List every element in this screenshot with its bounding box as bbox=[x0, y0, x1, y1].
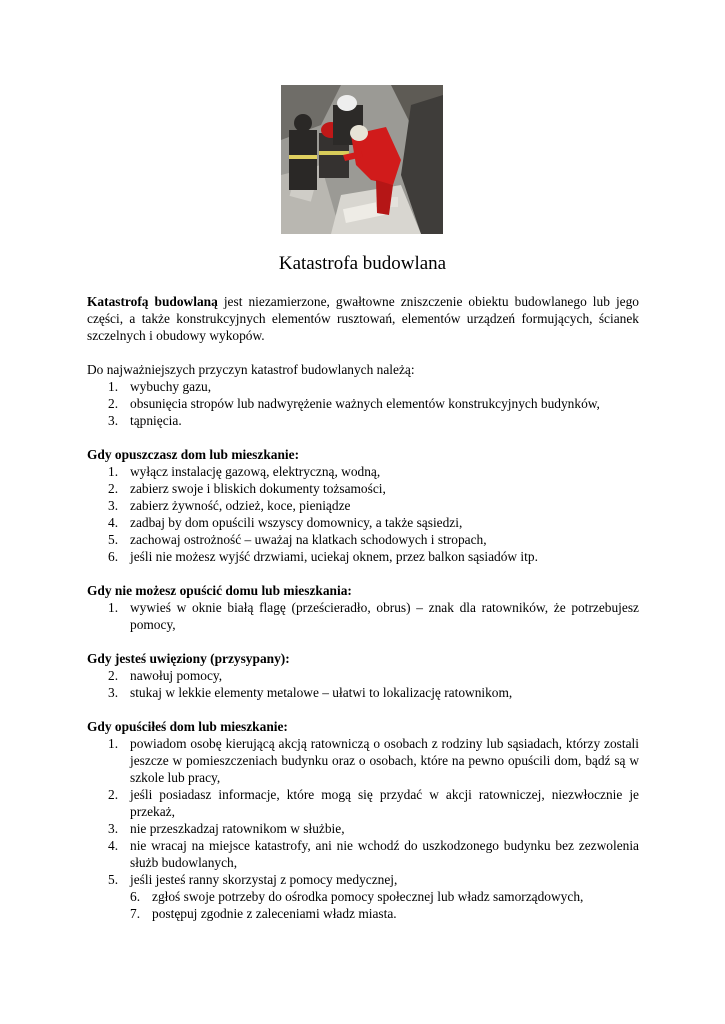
section-heading: Gdy opuściłeś dom lub mieszkanie: bbox=[87, 719, 288, 734]
list-item: 4. zadbaj by dom opuścili wszyscy domownicy, a także sąsiedzi, bbox=[108, 515, 463, 530]
list-item: 3. tąpnięcia. bbox=[108, 413, 182, 428]
section-heading: Gdy opuszczasz dom lub mieszkanie: bbox=[87, 447, 300, 462]
list-item: 5. zachowaj ostrożność – uważaj na klatkach schodowych i stropach, bbox=[108, 532, 487, 547]
section-heading: Gdy jesteś uwięziony (przysypany): bbox=[87, 651, 290, 666]
leaving-list bbox=[87, 463, 639, 565]
list-item: 3. zabierz żywność, odzież, koce, pieniądze bbox=[108, 498, 351, 513]
definition-text: jest niezamierzone, gwałtowne zniszczenie obiektu budowlanego lub jego części, a także konstrukcyjnych elementów rusztowań, elementów urządzeń formujących, ścianek szczelnych i obudowy wykopów. bbox=[87, 294, 640, 343]
causes-intro: Do najważniejszych przyczyn katastrof budowlanych należą: bbox=[87, 362, 415, 377]
definition-term: Katastrofą budowlaną bbox=[87, 294, 218, 309]
document-body bbox=[87, 293, 639, 922]
list-item: 1. wyłącz instalację gazową, elektryczną, wodną, bbox=[108, 464, 381, 479]
rescue-photo-icon bbox=[281, 85, 443, 234]
trapped-list bbox=[87, 667, 639, 701]
list-item: 1. wywieś w oknie białą flagę (prześcieradło, obrus) – znak dla ratowników, że potrzebujesz pomocy, bbox=[108, 600, 639, 632]
list-item: 2. obsunięcia stropów lub nadwyrężenie ważnych elementów konstrukcyjnych budynków, bbox=[108, 396, 600, 411]
list-item: 4. nie wracaj na miejsce katastrofy, ani nie wchodź do uszkodzonego budynku bez zezwolenia służb budowlanych, bbox=[108, 838, 639, 870]
section-heading: Gdy nie możesz opuścić domu lub mieszkania: bbox=[87, 583, 352, 598]
list-item: 3. nie przeszkadzaj ratownikom w służbie, bbox=[108, 821, 345, 836]
page-title: Katastrofa budowlana bbox=[278, 253, 447, 274]
definition-paragraph bbox=[87, 293, 639, 344]
cannot-leave-list bbox=[87, 599, 639, 633]
list-item: 2. zabierz swoje i bliskich dokumenty tożsamości, bbox=[108, 481, 386, 496]
list-item: 5. jeśli jesteś ranny skorzystaj z pomocy medycznej, bbox=[108, 872, 398, 887]
list-item: 3. stukaj w lekkie elementy metalowe – ułatwi to lokalizację ratownikom, bbox=[108, 685, 513, 700]
list-item: 1. wybuchy gazu, bbox=[108, 379, 212, 394]
left-list bbox=[87, 735, 639, 922]
list-item: 6. jeśli nie możesz wyjść drzwiami, uciekaj oknem, przez balkon sąsiadów itp. bbox=[108, 549, 538, 564]
causes-list bbox=[87, 378, 639, 429]
list-item: 6. zgłoś swoje potrzeby do ośrodka pomocy społecznej lub władz samorządowych, bbox=[130, 889, 584, 904]
list-item: 2. jeśli posiadasz informacje, które mogą się przydać w akcji ratowniczej, niezwłocznie je przekaż, bbox=[108, 787, 639, 819]
list-item: 2. nawołuj pomocy, bbox=[108, 668, 223, 683]
list-item: 7. postępuj zgodnie z zaleceniami władz miasta. bbox=[130, 906, 397, 921]
list-item: 1. powiadom osobę kierującą akcją ratowniczą o osobach z rodziny lub sąsiadach, którzy zostali jeszcze w pomieszczeniach budynku oraz o osobach, które na pewno opuścili dom, bądź są w szkole lub pracy, bbox=[108, 736, 639, 785]
